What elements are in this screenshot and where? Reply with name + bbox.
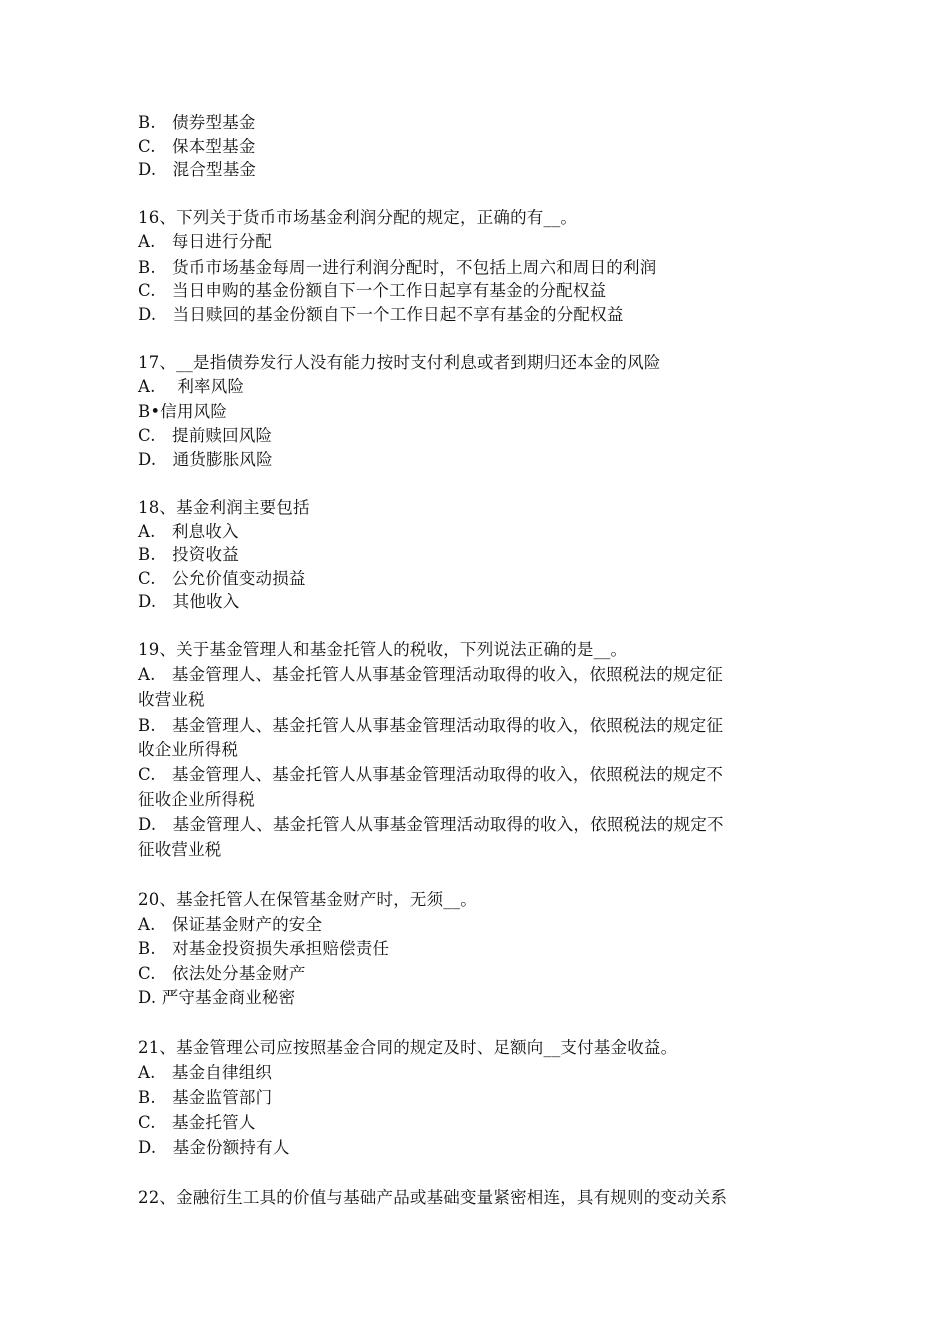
q21-option-a: A. 基金自律组织 <box>138 1063 273 1082</box>
q18-option-d: D. 其他收入 <box>138 592 240 611</box>
q17-option-b: B•信用风险 <box>138 402 228 421</box>
q19-option-b-line1: B. 基金管理人、基金托管人从事基金管理活动取得的收入，依照税法的规定征 <box>138 716 724 735</box>
q19-option-a-line1: A. 基金管理人、基金托管人从事基金管理活动取得的收入，依照税法的规定征 <box>138 665 723 684</box>
q15-option-d: D. 混合型基金 <box>138 160 257 179</box>
q17-option-d: D. 通货膨胀风险 <box>138 450 273 469</box>
q17-option-c: C. 提前赎回风险 <box>138 426 273 445</box>
q16-option-d: D. 当日赎回的基金份额自下一个工作日起不享有基金的分配权益 <box>138 305 624 324</box>
q21-option-d: D. 基金份额持有人 <box>138 1138 290 1157</box>
q20-stem: 20、基金托管人在保管基金财产时，无须__。 <box>138 890 477 909</box>
q17-option-a: A. 利率风险 <box>138 377 245 396</box>
q20-option-b: B. 对基金投资损失承担赔偿责任 <box>138 939 390 958</box>
q18-option-c: C. 公允价值变动损益 <box>138 569 306 588</box>
q19-option-b-line2: 收企业所得税 <box>138 740 239 759</box>
q16-option-b: B. 货币市场基金每周一进行利润分配时，不包括上周六和周日的利润 <box>138 258 657 277</box>
q18-option-b: B. 投资收益 <box>138 545 239 564</box>
q19-option-c-line1: C. 基金管理人、基金托管人从事基金管理活动取得的收入，依照税法的规定不 <box>138 765 724 784</box>
q17-stem: 17、__是指债券发行人没有能力按时支付利息或者到期归还本金的风险 <box>138 353 661 372</box>
q18-stem: 18、基金利润主要包括 <box>138 498 310 517</box>
q15-option-c: C. 保本型基金 <box>138 137 256 156</box>
q20-option-c: C. 依法处分基金财产 <box>138 964 306 983</box>
q15-option-b: B. 债券型基金 <box>138 113 256 132</box>
q19-stem: 19、关于基金管理人和基金托管人的税收，下列说法正确的是__。 <box>138 640 628 659</box>
q19-option-d-line1: D. 基金管理人、基金托管人从事基金管理活动取得的收入，依照税法的规定不 <box>138 815 724 834</box>
q22-stem: 22、金融衍生工具的价值与基础产品或基础变量紧密相连，具有规则的变动关系 <box>138 1188 728 1207</box>
q21-stem: 21、基金管理公司应按照基金合同的规定及时、足额向__支付基金收益。 <box>138 1038 678 1057</box>
q16-stem: 16、下列关于货币市场基金利润分配的规定，正确的有__。 <box>138 208 578 227</box>
q20-option-d: D. 严守基金商业秘密 <box>138 988 296 1007</box>
q18-option-a: A. 利息收入 <box>138 522 239 541</box>
q20-option-a: A. 保证基金财产的安全 <box>138 915 323 934</box>
q16-option-c: C. 当日申购的基金份额自下一个工作日起享有基金的分配权益 <box>138 281 607 300</box>
q21-option-c: C. 基金托管人 <box>138 1113 256 1132</box>
q19-option-a-line2: 收营业税 <box>138 690 205 709</box>
q16-option-a: A. 每日进行分配 <box>138 232 273 251</box>
q21-option-b: B. 基金监管部门 <box>138 1088 273 1107</box>
q19-option-c-line2: 征收企业所得税 <box>138 790 255 809</box>
q19-option-d-line2: 征收营业税 <box>138 840 222 859</box>
